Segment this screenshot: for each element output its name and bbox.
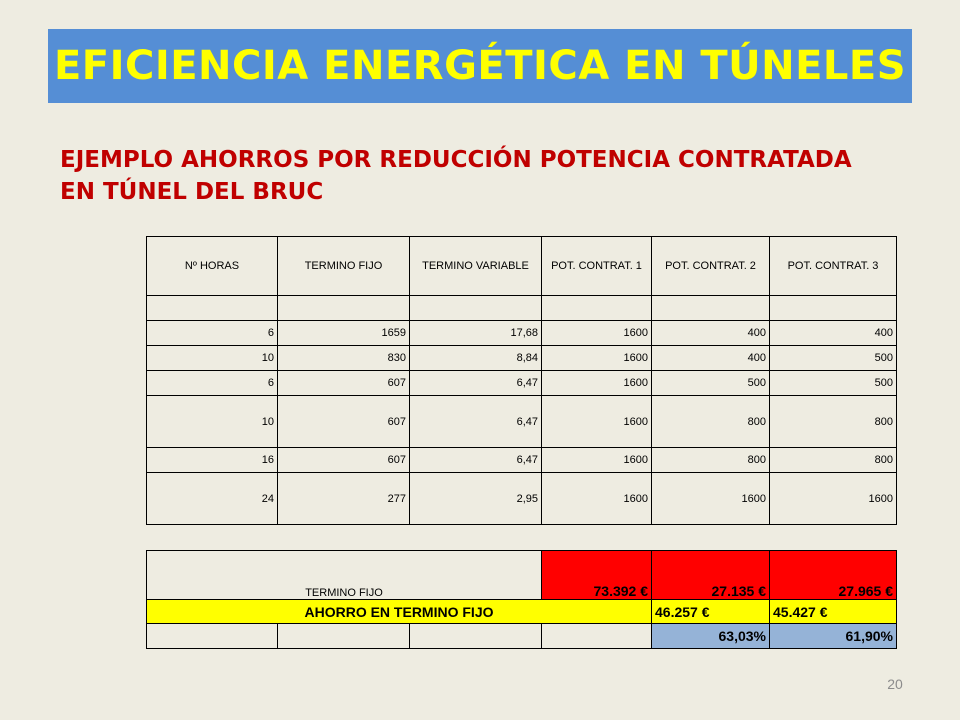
header-cell: POT. CONTRAT. 1	[542, 237, 652, 296]
termino-fijo-row	[147, 551, 897, 600]
table-cell: 1600	[770, 473, 897, 525]
table-row	[147, 346, 897, 371]
empty-cell	[410, 296, 542, 321]
termino-fijo-label: TERMINO FIJO	[147, 551, 542, 600]
slide-title: EFICIENCIA ENERGÉTICA EN TÚNELES	[53, 43, 907, 89]
empty-cell	[542, 296, 652, 321]
table-cell: 6	[147, 371, 278, 396]
ahorro-label: AHORRO EN TERMINO FIJO	[147, 600, 652, 624]
percent-value-2: 61,90%	[770, 624, 897, 649]
table-cell: 1600	[542, 448, 652, 473]
header-cell: TERMINO FIJO	[278, 237, 410, 296]
table-cell: 500	[770, 371, 897, 396]
table-cell: 1600	[542, 321, 652, 346]
empty-cell	[542, 624, 652, 649]
savings-summary-table	[146, 550, 897, 649]
empty-cell	[770, 296, 897, 321]
percent-row	[147, 624, 897, 649]
ahorro-value-1: 46.257 €	[652, 600, 770, 624]
ahorro-value-2: 45.427 €	[770, 600, 897, 624]
table-cell: 10	[147, 396, 278, 448]
table-row	[147, 473, 897, 525]
table-cell: 400	[652, 346, 770, 371]
percent-value-1: 63,03%	[652, 624, 770, 649]
table-cell: 2,95	[410, 473, 542, 525]
table-cell: 607	[278, 396, 410, 448]
table-cell: 1600	[542, 371, 652, 396]
table-cell: 607	[278, 371, 410, 396]
empty-row	[147, 296, 897, 321]
empty-cell	[147, 296, 278, 321]
empty-cell	[652, 296, 770, 321]
table-cell: 6,47	[410, 371, 542, 396]
table-row	[147, 448, 897, 473]
header-cell: Nº HORAS	[147, 237, 278, 296]
table-cell: 6,47	[410, 396, 542, 448]
page-number: 20	[887, 676, 903, 692]
empty-cell	[410, 624, 542, 649]
table-header-row	[147, 237, 897, 296]
table-row	[147, 371, 897, 396]
table-cell: 6,47	[410, 448, 542, 473]
termino-fijo-value-1: 73.392 €	[542, 551, 652, 600]
table-cell: 800	[652, 396, 770, 448]
table-cell: 400	[652, 321, 770, 346]
table-cell: 1600	[542, 346, 652, 371]
table-cell: 800	[770, 396, 897, 448]
ahorro-row	[147, 600, 897, 624]
hours-power-table	[146, 236, 897, 525]
empty-cell	[147, 624, 278, 649]
termino-fijo-value-3: 27.965 €	[770, 551, 897, 600]
table-cell: 400	[770, 321, 897, 346]
table-cell: 277	[278, 473, 410, 525]
table-cell: 500	[652, 371, 770, 396]
table-cell: 1600	[542, 396, 652, 448]
table-cell: 8,84	[410, 346, 542, 371]
empty-cell	[278, 296, 410, 321]
table-cell: 1600	[652, 473, 770, 525]
table-cell: 800	[652, 448, 770, 473]
table-cell: 830	[278, 346, 410, 371]
table-cell: 17,68	[410, 321, 542, 346]
title-bar	[48, 29, 912, 103]
subtitle-line-2: EN TÚNEL DEL BRUC	[60, 179, 324, 205]
table-cell: 800	[770, 448, 897, 473]
table-cell: 24	[147, 473, 278, 525]
table-cell: 500	[770, 346, 897, 371]
empty-cell	[278, 624, 410, 649]
table-cell: 1600	[542, 473, 652, 525]
table-cell: 6	[147, 321, 278, 346]
header-cell: POT. CONTRAT. 3	[770, 237, 897, 296]
table-cell: 10	[147, 346, 278, 371]
header-cell: POT. CONTRAT. 2	[652, 237, 770, 296]
slide-subtitle	[60, 144, 920, 208]
table-row	[147, 321, 897, 346]
table-cell: 1659	[278, 321, 410, 346]
termino-fijo-value-2: 27.135 €	[652, 551, 770, 600]
header-cell: TERMINO VARIABLE	[410, 237, 542, 296]
table-cell: 16	[147, 448, 278, 473]
subtitle-line-1: EJEMPLO AHORROS POR REDUCCIÓN POTENCIA CONTRATADA	[60, 147, 852, 173]
table-row	[147, 396, 897, 448]
table-cell: 607	[278, 448, 410, 473]
